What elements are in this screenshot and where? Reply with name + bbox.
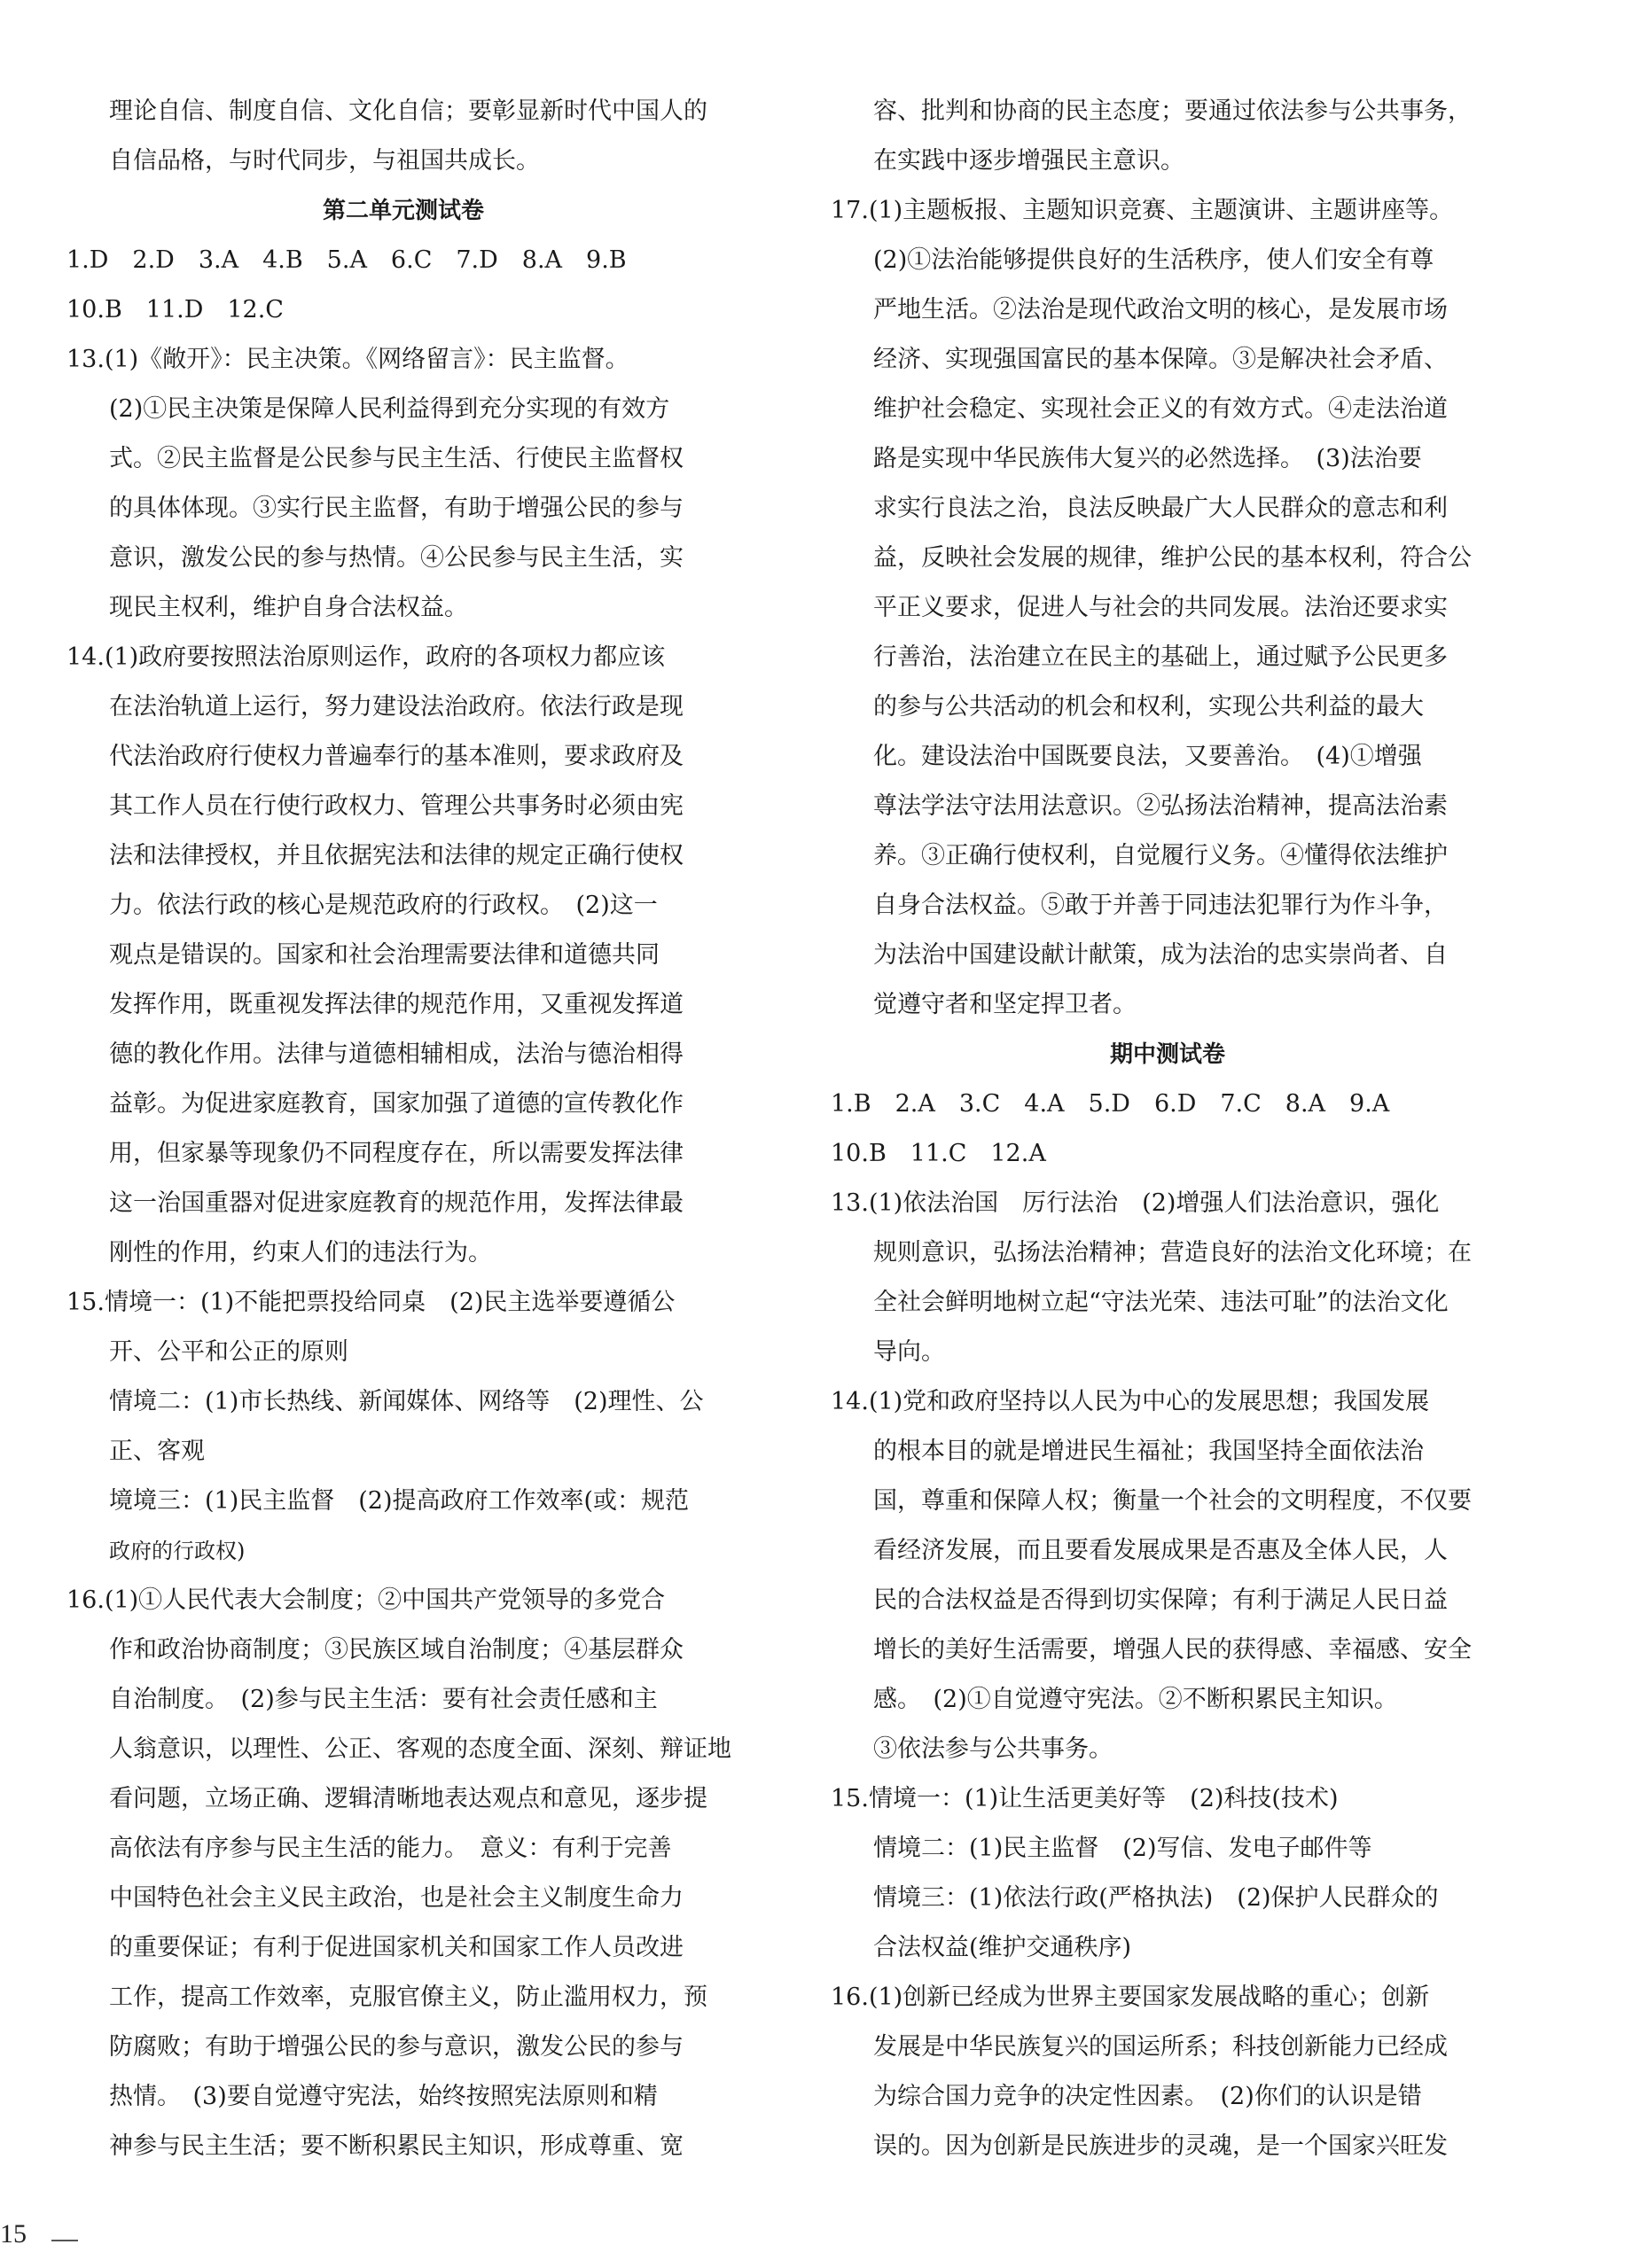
text-line: 在法治轨道上运行，努力建设法治政府。依法行政是现 — [109, 693, 684, 721]
text-line: 观点是错误的。国家和社会治理需要法律和道德共同 — [109, 941, 660, 969]
text-line: 16.(1)创新已经成为世界主要国家发展战略的重心；创新 — [831, 1984, 1430, 2011]
text-line: 作和政治协商制度；③民族区域自治制度；④基层群众 — [109, 1636, 684, 1664]
text-line: 行善治，法治建立在民主的基础上，通过赋予公民更多 — [873, 643, 1448, 671]
right-column — [831, 87, 1504, 2171]
text-line: 情境二：(1)市长热线、新闻媒体、网络等 (2)理性、公 — [109, 1388, 704, 1415]
text-line: 合法权益(维护交通秩序) — [873, 1934, 1132, 1961]
text-line: 路是实现中华民族伟大复兴的必然选择。 (3)法治要 — [873, 445, 1422, 472]
text-line: 的重要保证；有利于促进国家机关和国家工作人员改进 — [109, 1934, 684, 1961]
text-line: 1.D 2.D 3.A 4.B 5.A 6.C 7.D 8.A 9.B — [66, 246, 627, 274]
text-line: 觉遵守者和坚定捍卫者。 — [873, 991, 1137, 1018]
text-line: ③依法参与公共事务。 — [873, 1735, 1113, 1763]
text-line: 自治制度。 (2)参与民主生活：要有社会责任感和主 — [109, 1686, 658, 1713]
text-line: 理论自信、制度自信、文化自信；要彰显新时代中国人的 — [109, 97, 707, 125]
text-line: 全社会鲜明地树立起“守法光荣、违法可耻”的法治文化 — [873, 1289, 1449, 1316]
text-line: 发展是中华民族复兴的国运所系；科技创新能力已经成 — [873, 2033, 1448, 2061]
text-line: 15.情境一：(1)让生活更美好等 (2)科技(技术) — [831, 1785, 1339, 1812]
text-line: 看问题，立场正确、逻辑清晰地表达观点和意见，逐步提 — [109, 1785, 707, 1812]
text-line: 13.(1)依法治国 厉行法治 (2)增强人们法治意识，强化 — [831, 1189, 1440, 1217]
text-line: 其工作人员在行使行政权力、管理公共事务时必须由宪 — [109, 792, 684, 820]
text-line: 平正义要求，促进人与社会的共同发展。法治还要求实 — [873, 594, 1448, 621]
text-line: 化。建设法治中国既要良法，又要善治。 (4)①增强 — [873, 743, 1422, 770]
text-line: 在实践中逐步增强民主意识。 — [873, 147, 1184, 175]
text-line: 16.(1)①人民代表大会制度；②中国共产党领导的多党合 — [66, 1586, 666, 1614]
text-line: 热情。 (3)要自觉遵守宪法，始终按照宪法原则和精 — [109, 2083, 658, 2110]
text-line: 自信品格，与时代同步，与祖国共成长。 — [109, 147, 540, 175]
text-line: 意识，激发公民的参与热情。④公民参与民主生活，实 — [109, 544, 684, 572]
section-heading: 期中测试卷 — [1109, 1041, 1225, 1068]
text-line: 法和法律授权，并且依据宪法和法律的规定正确行使权 — [109, 842, 684, 869]
text-line: 中国特色社会主义民主政治，也是社会主义制度生命力 — [109, 1884, 684, 1912]
text-line: 1.B 2.A 3.C 4.A 5.D 6.D 7.C 8.A 9.A — [831, 1090, 1390, 1118]
text-line: 增长的美好生活需要，增强人民的获得感、幸福感、安全 — [873, 1636, 1472, 1664]
text-line: 神参与民主生活；要不断积累民主知识，形成尊重、宽 — [109, 2132, 684, 2160]
text-line: 境境三：(1)民主监督 (2)提高政府工作效率(或：规范 — [109, 1487, 690, 1515]
text-line: 养。③正确行使权利，自觉履行义务。④懂得依法维护 — [873, 842, 1448, 869]
text-line: 维护社会稳定、实现社会正义的有效方式。④走法治道 — [873, 395, 1448, 423]
text-line: 为综合国力竞争的决定性因素。 (2)你们的认识是错 — [873, 2083, 1422, 2110]
text-line: 严地生活。②法治是现代政治文明的核心，是发展市场 — [873, 296, 1448, 323]
text-line: 高依法有序参与民主生活的能力。 意义：有利于完善 — [109, 1835, 672, 1862]
text-line: 情境二：(1)民主监督 (2)写信、发电子邮件等 — [873, 1835, 1372, 1862]
text-line: (2)①法治能够提供良好的生活秩序，使人们安全有尊 — [873, 246, 1434, 274]
text-line: 感。 (2)①自觉遵守宪法。②不断积累民主知识。 — [873, 1686, 1398, 1713]
text-line: 情境三：(1)依法行政(严格执法) (2)保护人民群众的 — [873, 1884, 1439, 1912]
text-line: 政府的行政权) — [109, 1539, 246, 1563]
text-line: 人翁意识，以理性、公正、客观的态度全面、深刻、辩证地 — [109, 1735, 731, 1763]
text-line: 15.情境一：(1)不能把票投给同桌 (2)民主选举要遵循公 — [66, 1289, 676, 1316]
text-line: 民的合法权益是否得到切实保障；有利于满足人民日益 — [873, 1586, 1448, 1614]
page-number: 15 — [0, 2219, 27, 2249]
text-line: 经济、实现强国富民的基本保障。③是解决社会矛盾、 — [873, 346, 1448, 373]
text-line: 代法治政府行使权力普遍奉行的基本准则，要求政府及 — [109, 743, 684, 770]
text-line: 正、客观 — [109, 1438, 205, 1465]
text-line: (2)①民主决策是保障人民利益得到充分实现的有效方 — [109, 395, 670, 423]
text-line: 现民主权利，维护自身合法权益。 — [109, 594, 468, 621]
text-line: 力。依法行政的核心是规范政府的行政权。 (2)这一 — [109, 892, 658, 919]
text-line: 刚性的作用，约束人们的违法行为。 — [109, 1239, 492, 1266]
footer-divider — [51, 2240, 78, 2241]
text-line: 防腐败；有助于增强公民的参与意识，激发公民的参与 — [109, 2033, 684, 2061]
text-line: 用，但家暴等现象仍不同程度存在，所以需要发挥法律 — [109, 1140, 684, 1167]
text-line: 为法治中国建设献计献策，成为法治的忠实崇尚者、自 — [873, 941, 1448, 969]
text-line: 误的。因为创新是民族进步的灵魂，是一个国家兴旺发 — [873, 2132, 1448, 2160]
text-line: 规则意识，弘扬法治精神；营造良好的法治文化环境；在 — [873, 1239, 1472, 1266]
text-line: 这一治国重器对促进家庭教育的规范作用，发挥法律最 — [109, 1189, 684, 1217]
text-line: 14.(1)政府要按照法治原则运作，政府的各项权力都应该 — [66, 643, 666, 671]
text-line: 自身合法权益。⑤敢于并善于同违法犯罪行为作斗争， — [873, 892, 1448, 919]
text-line: 10.B 11.C 12.A — [831, 1140, 1046, 1167]
text-line: 工作，提高工作效率，克服官僚主义，防止滥用权力，预 — [109, 1984, 707, 2011]
section-heading: 第二单元测试卷 — [322, 198, 484, 224]
text-line: 发挥作用，既重视发挥法律的规范作用，又重视发挥道 — [109, 991, 684, 1018]
text-line: 尊法学法守法用法意识。②弘扬法治精神，提高法治素 — [873, 792, 1448, 820]
text-line: 益，反映社会发展的规律，维护公民的基本权利，符合公 — [873, 544, 1472, 572]
text-line: 看经济发展，而且要看发展成果是否惠及全体人民，人 — [873, 1537, 1448, 1564]
text-line: 的参与公共活动的机会和权利，实现公共利益的最大 — [873, 693, 1424, 721]
text-line: 德的教化作用。法律与道德相辅相成，法治与德治相得 — [109, 1040, 684, 1068]
text-line: 式。②民主监督是公民参与民主生活、行使民主监督权 — [109, 445, 684, 472]
text-line: 的具体体现。③实行民主监督，有助于增强公民的参与 — [109, 495, 684, 522]
left-column — [66, 87, 740, 2171]
text-line: 17.(1)主题板报、主题知识竞赛、主题演讲、主题讲座等。 — [831, 197, 1454, 224]
text-line: 导向。 — [873, 1338, 945, 1366]
text-line: 的根本目的就是增进民生福祉；我国坚持全面依法治 — [873, 1438, 1424, 1465]
text-line: 13.(1)《敞开》：民主决策。《网络留言》：民主监督。 — [66, 346, 629, 373]
text-line: 求实行良法之治，良法反映最广大人民群众的意志和利 — [873, 495, 1448, 522]
text-line: 10.B 11.D 12.C — [66, 296, 284, 323]
text-line: 14.(1)党和政府坚持以人民为中心的发展思想；我国发展 — [831, 1388, 1430, 1415]
text-line: 容、批判和协商的民主态度；要通过依法参与公共事务， — [873, 97, 1472, 125]
text-line: 益彰。为促进家庭教育，国家加强了道德的宣传教化作 — [109, 1090, 684, 1118]
text-line: 开、公平和公正的原则 — [109, 1338, 348, 1366]
text-line: 国，尊重和保障人权；衡量一个社会的文明程度，不仅要 — [873, 1487, 1472, 1515]
